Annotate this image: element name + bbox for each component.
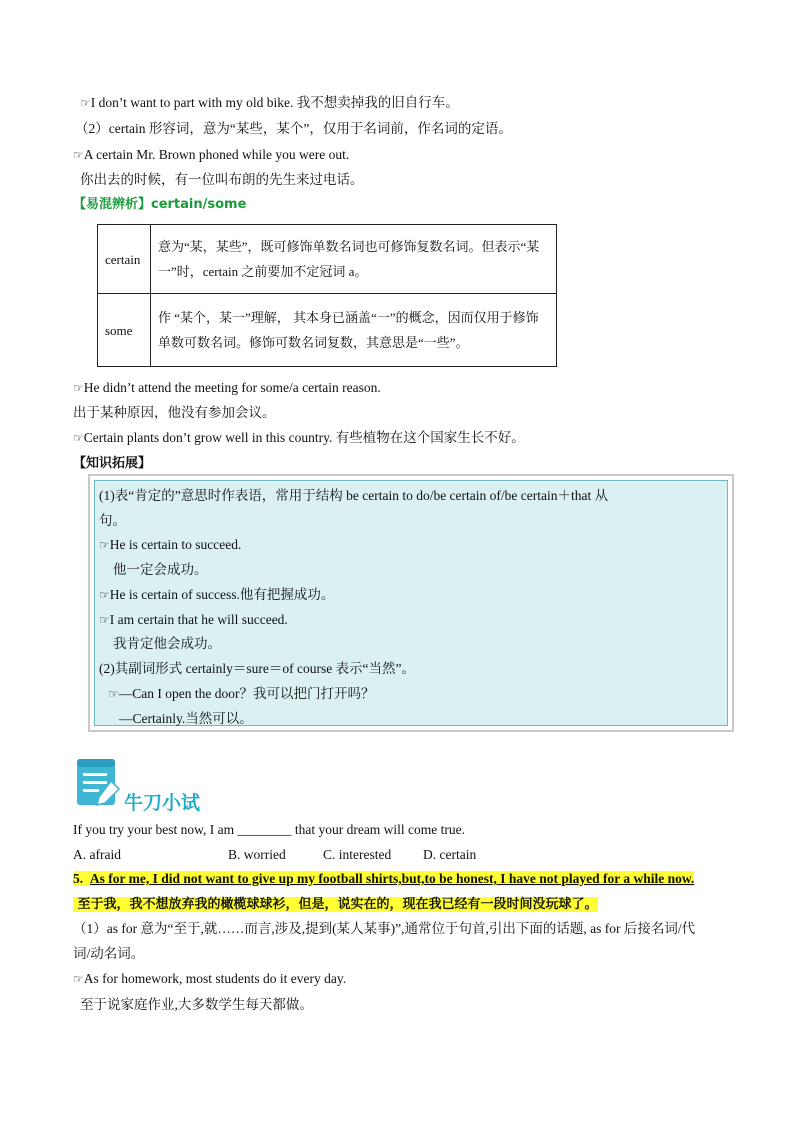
pointing-hand-icon: ☞: [99, 588, 110, 602]
pointing-hand-icon: ☞: [80, 96, 91, 110]
table-row: [98, 225, 557, 294]
pointing-hand-icon: ☞: [73, 381, 84, 395]
translation-line: 出于某种原因，他没有参加会议。: [73, 405, 276, 420]
box-line: (2)其副词形式 certainly＝sure＝of course 表示“当然”。: [99, 661, 416, 676]
pointing-hand-icon: ☞: [108, 687, 119, 701]
item-translation: 至于我，我不想放弃我的橄榄球球衫，但是，说实在的，现在我已经有一段时间没玩球了。: [73, 895, 598, 914]
example-line: ☞As for homework, most students do it every day.: [73, 971, 347, 986]
table-cell-word: certain: [98, 225, 151, 294]
example-line: ☞He didn’t attend the meeting for some/a certain reason.: [73, 380, 381, 395]
item-sentence: [73, 870, 694, 888]
box-line: (1)表“肯定的”意思时作表语，常用于结构 be certain to do/be certain of/be certain＋that 从: [99, 488, 609, 503]
item-number: 5.: [73, 871, 84, 886]
comparison-table: [97, 224, 557, 367]
box-line: —Certainly.当然可以。: [119, 711, 253, 726]
box-line: 他一定会成功。: [113, 562, 208, 577]
section-title: 牛刀小试: [124, 792, 201, 814]
section-heading: 【易混辨析】certain/some: [73, 197, 247, 212]
box-line: ☞I am certain that he will succeed.: [99, 612, 288, 627]
example-line: ☞Certain plants don’t grow well in this country. 有些植物在这个国家生长不好。: [73, 430, 525, 445]
quiz-option: C. interested: [323, 847, 392, 862]
item-english: As for me, I did not want to give up my football shirts,but,to be honest, I have not played for a while now.: [89, 871, 695, 886]
section-heading: 【知识拓展】: [73, 456, 152, 471]
translation-line: 你出去的时候，有一位叫布朗的先生来过电话。: [80, 172, 364, 187]
explanation-line: （1）as for 意为“至于,就……而言,涉及,提到(某人某事)”,通常位于句首,引出下面的话题, as for 后接名词/代: [73, 921, 696, 936]
quiz-option: B. worried: [228, 847, 286, 862]
table-cell-word: some: [98, 294, 151, 367]
table-row: [98, 294, 557, 367]
quiz-option: A. afraid: [73, 847, 121, 862]
table-cell-desc: 意为“某，某些”，既可修饰单数名词也可修饰复数名词。但表示“某一”时，certain 之前要加不定冠词 a。: [151, 225, 557, 294]
notepad-pencil-icon: [75, 757, 123, 809]
example-line: ☞A certain Mr. Brown phoned while you were out.: [73, 147, 350, 162]
box-line: ☞—Can I open the door？我可以把门打开吗？: [108, 686, 375, 701]
knowledge-box-inner: [94, 480, 728, 726]
example-line: ☞I don’t want to part with my old bike. 我不想卖掉我的旧自行车。: [80, 95, 459, 110]
table-cell-desc: 作 “某个，某一”理解， 其本身已涵盖“一”的概念，因而仅用于修饰单数可数名词。修饰可数名词复数，其意思是“一些”。: [151, 294, 557, 367]
box-line: ☞He is certain of success.他有把握成功。: [99, 587, 335, 602]
pointing-hand-icon: ☞: [73, 972, 84, 986]
box-line: 句。: [99, 513, 126, 528]
box-line: 我肯定他会成功。: [113, 636, 221, 651]
translation-line: 至于说家庭作业,大多数学生每天都做。: [80, 997, 313, 1012]
quiz-question: If you try your best now, I am ________ that your dream will come true.: [73, 822, 466, 837]
box-line: ☞He is certain to succeed.: [99, 537, 242, 552]
quiz-option: D. certain: [423, 847, 477, 862]
pointing-hand-icon: ☞: [73, 431, 84, 445]
pointing-hand-icon: ☞: [99, 538, 110, 552]
pointing-hand-icon: ☞: [73, 148, 84, 162]
pointing-hand-icon: ☞: [99, 613, 110, 627]
explanation-line: 词/动名词。: [73, 946, 145, 961]
knowledge-box: [88, 474, 734, 732]
explanation-line: （2）certain 形容词，意为“某些，某个”，仅用于名词前，作名词的定语。: [75, 121, 512, 136]
